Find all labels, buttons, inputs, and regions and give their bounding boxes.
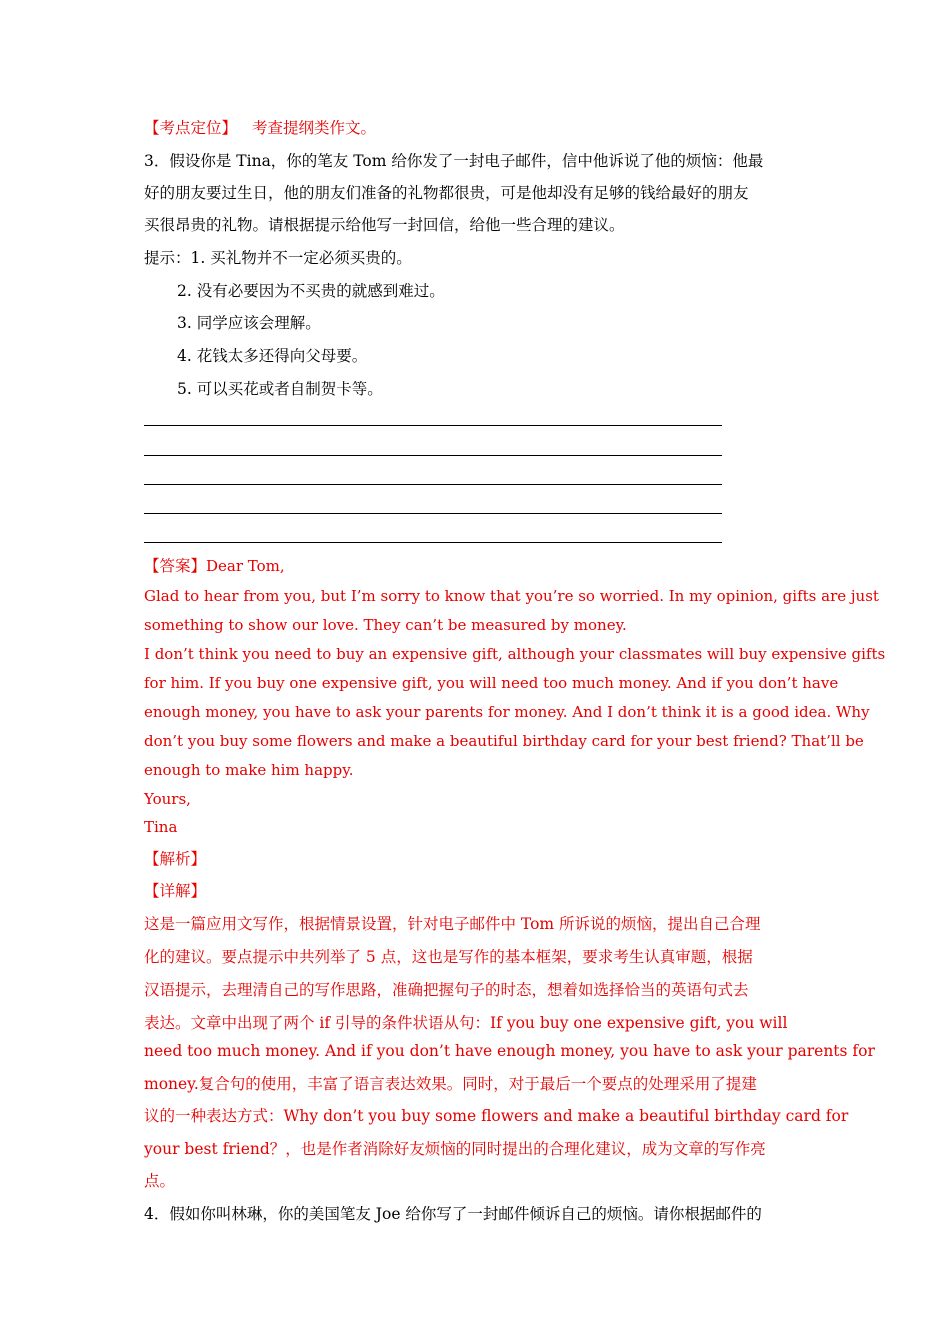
answer-line-7: enough to make him happy. xyxy=(144,761,354,779)
q3-prompt-line-3: 买很昂贵的礼物。请根据提示给他写一封回信，给他一些合理的建议。 xyxy=(144,216,625,234)
analysis-line-2: 化的建议。要点提示中共列举了 5 点，这也是写作的基本框架，要求考生认真审题，根据 xyxy=(144,948,753,966)
answer-blank-line[interactable] xyxy=(144,513,722,514)
q3-prompt-line-2: 好的朋友要过生日，他的朋友们准备的礼物都很贵，可是他却没有足够的钱给最好的朋友 xyxy=(144,184,749,202)
kaodian-line xyxy=(144,116,376,138)
answer-blank-line[interactable] xyxy=(144,542,722,543)
answer-signature: Tina xyxy=(144,818,178,836)
analysis-line-4: 表达。文章中出现了两个 if 引导的条件状语从句：If you buy one expensive gift, you will xyxy=(144,1014,788,1032)
answer-closing: Yours, xyxy=(144,790,191,808)
hint-5: 5. 可以买花或者自制贺卡等。 xyxy=(177,380,383,398)
hint-line-1 xyxy=(144,246,412,268)
analysis-line-6: money.复合句的使用，丰富了语言表达效果。同时，对于最后一个要点的处理采用了提建 xyxy=(144,1075,757,1093)
answer-salutation: Dear Tom, xyxy=(206,557,285,575)
kaodian-text: 考查提纲类作文。 xyxy=(251,119,376,137)
hints-label: 提示： xyxy=(144,249,191,267)
answer-heading xyxy=(144,554,285,576)
answer-line-2: something to show our love. They can’t be measured by money. xyxy=(144,616,627,634)
analysis-line-8: your best friend？，也是作者消除好友烦恼的同时提出的合理化建议，成为文章的写作亮 xyxy=(144,1140,766,1158)
answer-blank-line[interactable] xyxy=(144,425,722,426)
hint-3: 3. 同学应该会理解。 xyxy=(177,314,321,332)
xiangjie-label: 【详解】 xyxy=(144,882,207,900)
analysis-line-1: 这是一篇应用文写作，根据情景设置，针对电子邮件中 Tom 所诉说的烦恼，提出自己合理 xyxy=(144,915,761,933)
analysis-line-3: 汉语提示，去理清自己的写作思路，准确把握句子的时态，想着如选择恰当的英语句式去 xyxy=(144,981,749,999)
jiexi-label: 【解析】 xyxy=(144,850,207,868)
kaodian-label: 【考点定位】 xyxy=(144,119,238,137)
hint-4: 4. 花钱太多还得向父母要。 xyxy=(177,347,368,365)
hint-2: 2. 没有必要因为不买贵的就感到难过。 xyxy=(177,282,445,300)
answer-line-6: don’t you buy some flowers and make a beautiful birthday card for your best friend? That’ll be xyxy=(144,732,864,750)
q3-prompt-line-1: 3．假设你是 Tina，你的笔友 Tom 给你发了一封电子邮件，信中他诉说了他的烦恼：他最 xyxy=(144,152,764,170)
answer-line-5: enough money, you have to ask your parents for money. And I don’t think it is a good idea. Why xyxy=(144,703,870,721)
answer-label: 【答案】 xyxy=(144,557,207,575)
answer-line-1: Glad to hear from you, but I’m sorry to know that you’re so worried. In my opinion, gifts are just xyxy=(144,587,879,605)
answer-blank-line[interactable] xyxy=(144,484,722,485)
analysis-line-9: 点。 xyxy=(144,1172,176,1190)
answer-line-3: I don’t think you need to buy an expensive gift, although your classmates will buy expensive gifts xyxy=(144,645,886,663)
q4-prompt-line: 4．假如你叫林琳，你的美国笔友 Joe 给你写了一封邮件倾诉自己的烦恼。请你根据邮件的 xyxy=(144,1205,762,1223)
analysis-line-7: 议的一种表达方式：Why don’t you buy some flowers and make a beautiful birthday card for xyxy=(144,1107,849,1125)
answer-line-4: for him. If you buy one expensive gift, you will need too much money. And if you don’t have xyxy=(144,674,839,692)
hint-1: 1. 买礼物并不一定必须买贵的。 xyxy=(190,249,412,267)
analysis-line-5: need too much money. And if you don’t have enough money, you have to ask your parents for xyxy=(144,1042,875,1060)
answer-blank-line[interactable] xyxy=(144,455,722,456)
